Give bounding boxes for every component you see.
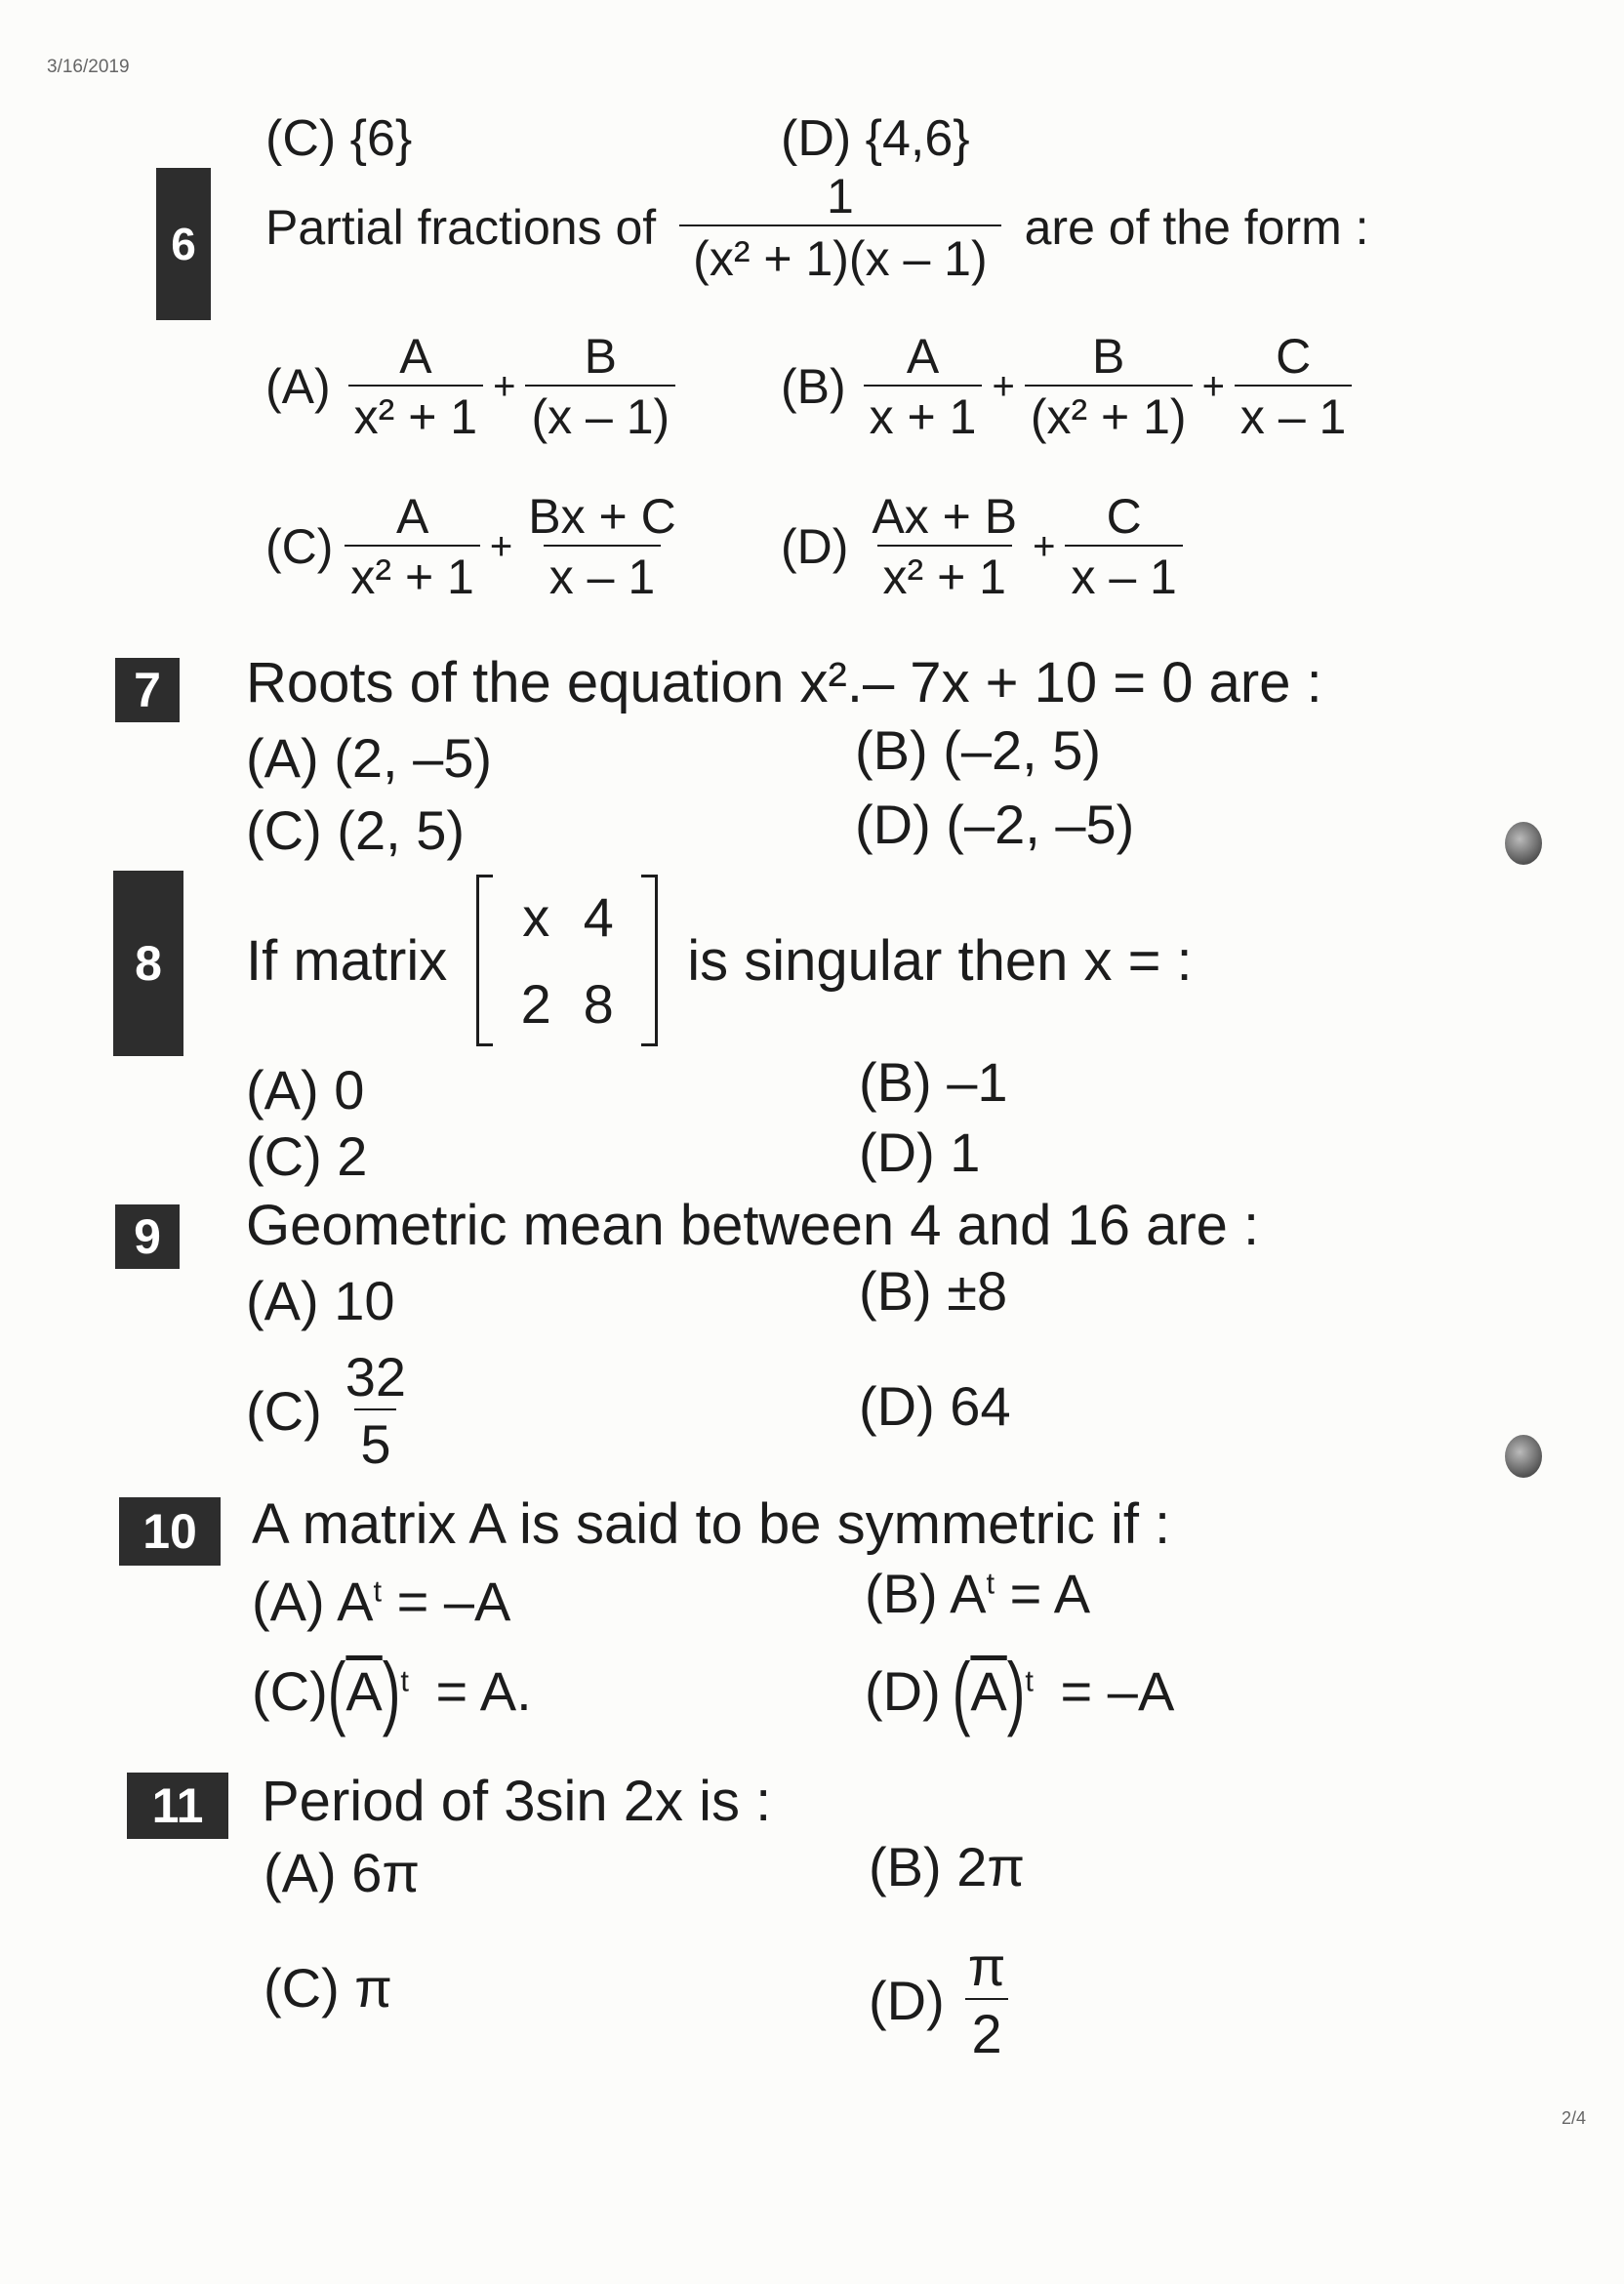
transpose-superscript: t [1025, 1663, 1034, 1698]
numerator: C [1106, 489, 1142, 544]
fraction [864, 328, 983, 445]
plus-sign: + [489, 524, 513, 568]
transpose-superscript: t [400, 1663, 409, 1698]
question-number-badge: 9 [115, 1204, 180, 1269]
numerator: B [1092, 329, 1125, 384]
option-rhs: = A. [435, 1660, 532, 1722]
matrix-cell: x [522, 886, 550, 948]
option-a: (A) 6π [264, 1842, 420, 1903]
denominator: x² + 1 [348, 385, 483, 445]
matrix-right-bracket [641, 875, 658, 1046]
plus-sign: + [493, 364, 516, 408]
denominator: (x – 1) [525, 385, 675, 445]
denominator: 5 [354, 1408, 396, 1476]
option-d [865, 1645, 1175, 1737]
fraction [340, 1345, 412, 1476]
fraction [962, 1935, 1012, 2065]
option-c: (C) (2, 5) [246, 799, 465, 861]
punch-hole-top [1505, 822, 1542, 865]
option-b: (B) –1 [859, 1051, 1008, 1113]
option-label: (D) [781, 519, 849, 574]
matrix-conjugate: $\overline{A}$ [970, 1660, 1007, 1722]
numerator: π [967, 1936, 1006, 1997]
stem-fraction [679, 168, 1000, 287]
question-stem: A matrix A is said to be symmetric if : [252, 1492, 1171, 1556]
option-b: (B) 2π [869, 1836, 1025, 1897]
option-b: (B) (–2, 5) [855, 719, 1102, 781]
right-paren: ) [382, 1645, 401, 1737]
option-c [246, 1345, 416, 1476]
question-stem: Roots of the equation x².– 7x + 10 = 0 are : [246, 651, 1322, 714]
option-label: (C) [246, 1379, 322, 1442]
fraction [866, 488, 1023, 605]
page-date: 3/16/2019 [47, 57, 130, 77]
fraction [1235, 328, 1352, 445]
numerator: B [584, 329, 617, 384]
numerator: 32 [345, 1346, 407, 1407]
page-number: 2/4 [1562, 2108, 1587, 2128]
option-a: (A) (2, –5) [246, 727, 493, 789]
matrix-cell: 8 [583, 973, 614, 1035]
fraction [1025, 328, 1193, 445]
option-c: (C) 2 [246, 1125, 368, 1187]
fraction [522, 488, 681, 605]
option-b [781, 328, 1356, 445]
option-label: (D) [865, 1660, 941, 1722]
matrix-grid [493, 885, 641, 1036]
option-d: (D) (–2, –5) [855, 794, 1135, 855]
question-number-badge: 11 [127, 1773, 228, 1839]
option-d: (D) 1 [859, 1122, 981, 1183]
numerator: Ax + B [872, 489, 1018, 544]
option-a [252, 1570, 510, 1633]
stem-fraction-numerator: 1 [826, 169, 854, 224]
option-c: (C) π [264, 1957, 392, 2019]
question-stem: Period of 3sin 2x is : [262, 1770, 772, 1833]
question-stem [265, 168, 1369, 287]
left-paren: ( [327, 1645, 346, 1737]
punch-hole-bottom [1505, 1435, 1542, 1478]
option-c [265, 488, 686, 605]
question-number-badge: 7 [115, 658, 180, 722]
question-number-badge: 6 [156, 168, 211, 320]
denominator: x – 1 [1065, 545, 1182, 605]
option-a [265, 328, 679, 445]
numerator: C [1276, 329, 1312, 384]
option-rhs: = –A [1060, 1660, 1175, 1722]
question-number-badge: 8 [113, 871, 183, 1056]
option-label: (C) [252, 1660, 328, 1722]
fraction [345, 488, 479, 605]
numerator: A [395, 489, 429, 544]
matrix [476, 875, 658, 1046]
option-label: (A) [265, 359, 331, 414]
denominator: x – 1 [1235, 385, 1352, 445]
plus-sign: + [1201, 364, 1225, 408]
option-c [252, 1645, 532, 1737]
matrix-cell: 2 [520, 973, 551, 1035]
fraction [1065, 488, 1182, 605]
prev-option-c: (C) {6} [265, 110, 413, 167]
left-paren: ( [952, 1645, 971, 1737]
numerator: A [399, 329, 432, 384]
numerator: Bx + C [528, 489, 676, 544]
option-text: (B) A [865, 1563, 987, 1624]
question-stem [246, 873, 1193, 1048]
option-text: = –A [382, 1570, 511, 1632]
option-d [781, 488, 1187, 605]
prev-option-d: (D) {4,6} [781, 110, 970, 167]
stem-fraction-denominator: (x² + 1)(x – 1) [679, 224, 1000, 287]
denominator: 2 [965, 1998, 1007, 2065]
transpose-superscript: t [986, 1566, 995, 1601]
option-text: = A [995, 1563, 1091, 1624]
denominator: x² + 1 [877, 545, 1012, 605]
denominator: x² + 1 [345, 545, 479, 605]
plus-sign: + [992, 364, 1015, 408]
denominator: x – 1 [544, 545, 661, 605]
stem-text-post: is singular then x = : [687, 928, 1193, 993]
fraction [525, 328, 675, 445]
right-paren: ) [1006, 1645, 1026, 1737]
matrix-cell: 4 [583, 886, 614, 948]
question-stem: Geometric mean between 4 and 16 are : [246, 1194, 1260, 1257]
option-text: (A) A [252, 1570, 374, 1632]
matrix-conjugate: $\overline{A}$ [345, 1660, 383, 1722]
option-a: (A) 0 [246, 1059, 365, 1121]
stem-text-pre: Partial fractions of [265, 200, 657, 255]
option-label: (D) [869, 1969, 945, 2031]
plus-sign: + [1033, 524, 1056, 568]
stem-text-pre: If matrix [246, 928, 448, 993]
fraction [348, 328, 483, 445]
option-label: (B) [781, 359, 846, 414]
denominator: x + 1 [864, 385, 983, 445]
denominator: (x² + 1) [1025, 385, 1193, 445]
matrix-left-bracket [476, 875, 493, 1046]
numerator: A [906, 329, 940, 384]
option-label: (C) [265, 519, 334, 574]
question-number-badge: 10 [119, 1497, 221, 1566]
option-d: (D) 64 [859, 1375, 1011, 1437]
transpose-superscript: t [373, 1573, 383, 1609]
option-b: (B) ±8 [859, 1260, 1008, 1322]
option-b [865, 1562, 1090, 1625]
option-a: (A) 10 [246, 1270, 395, 1331]
option-d [869, 1935, 1015, 2065]
stem-text-post: are of the form : [1024, 200, 1369, 255]
